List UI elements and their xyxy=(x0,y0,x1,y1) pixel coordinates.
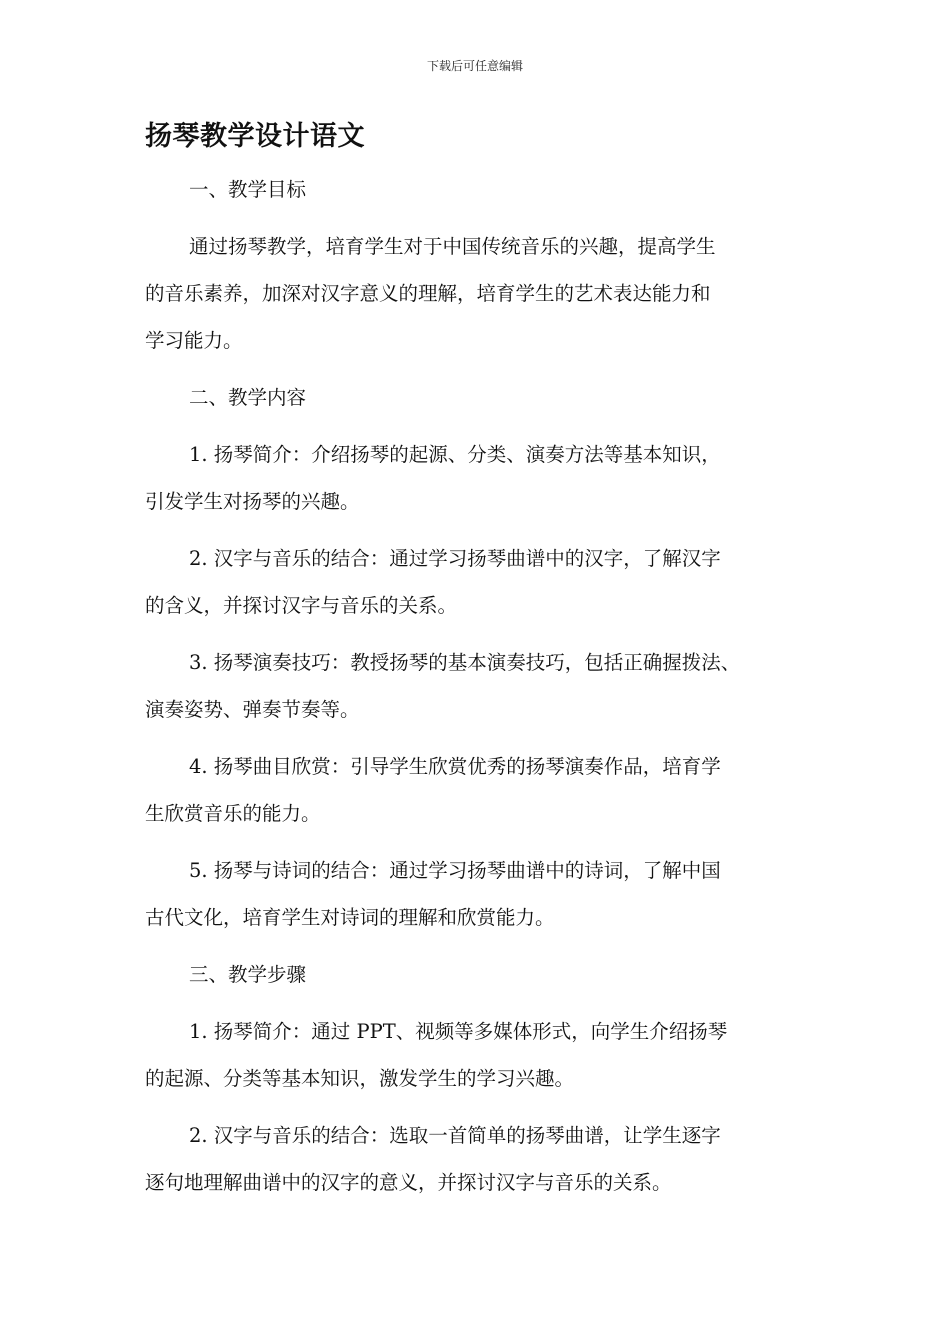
goals-line: 学习能力。 xyxy=(145,329,243,352)
content-item-line: 3. 扬琴演奏技巧：教授扬琴的基本演奏技巧，包括正确握拨法、 xyxy=(189,651,741,674)
content-item-line: 的含义，并探讨汉字与音乐的关系。 xyxy=(145,594,458,617)
content-item-line: 5. 扬琴与诗词的结合：通过学习扬琴曲谱中的诗词，了解中国 xyxy=(189,859,721,882)
content-item-line: 引发学生对扬琴的兴趣。 xyxy=(145,490,360,513)
content-item-line: 古代文化，培育学生对诗词的理解和欣赏能力。 xyxy=(145,906,555,929)
content-item-line: 1. 扬琴简介：介绍扬琴的起源、分类、演奏方法等基本知识， xyxy=(189,443,721,466)
content-item-line: 4. 扬琴曲目欣赏：引导学生欣赏优秀的扬琴演奏作品，培育学 xyxy=(189,755,721,778)
content-item-line: 生欣赏音乐的能力。 xyxy=(145,802,321,825)
section-heading-steps: 三、教学步骤 xyxy=(189,963,307,986)
goals-line: 的音乐素养，加深对汉字意义的理解，培育学生的艺术表达能力和 xyxy=(145,282,711,305)
goals-line: 通过扬琴教学，培育学生对于中国传统音乐的兴趣，提高学生 xyxy=(189,235,716,258)
document-body xyxy=(145,166,815,1206)
content-item-line: 演奏姿势、弹奏节奏等。 xyxy=(145,698,360,721)
steps-item-line: 逐句地理解曲谱中的汉字的意义，并探讨汉字与音乐的关系。 xyxy=(145,1171,672,1194)
section-heading-content: 二、教学内容 xyxy=(189,386,307,409)
steps-item-line: 2. 汉字与音乐的结合：选取一首简单的扬琴曲谱，让学生逐字 xyxy=(189,1124,721,1147)
header-note: 下载后可任意编辑 xyxy=(426,59,523,73)
section-heading-goals: 一、教学目标 xyxy=(189,178,307,201)
content-item-line: 2. 汉字与音乐的结合：通过学习扬琴曲谱中的汉字，了解汉字 xyxy=(189,547,721,570)
steps-item-line: 1. 扬琴简介：通过 PPT、视频等多媒体形式，向学生介绍扬琴 xyxy=(189,1020,728,1043)
document-title: 扬琴教学设计语文 xyxy=(145,121,365,152)
steps-item-line: 的起源、分类等基本知识，激发学生的学习兴趣。 xyxy=(145,1067,575,1090)
